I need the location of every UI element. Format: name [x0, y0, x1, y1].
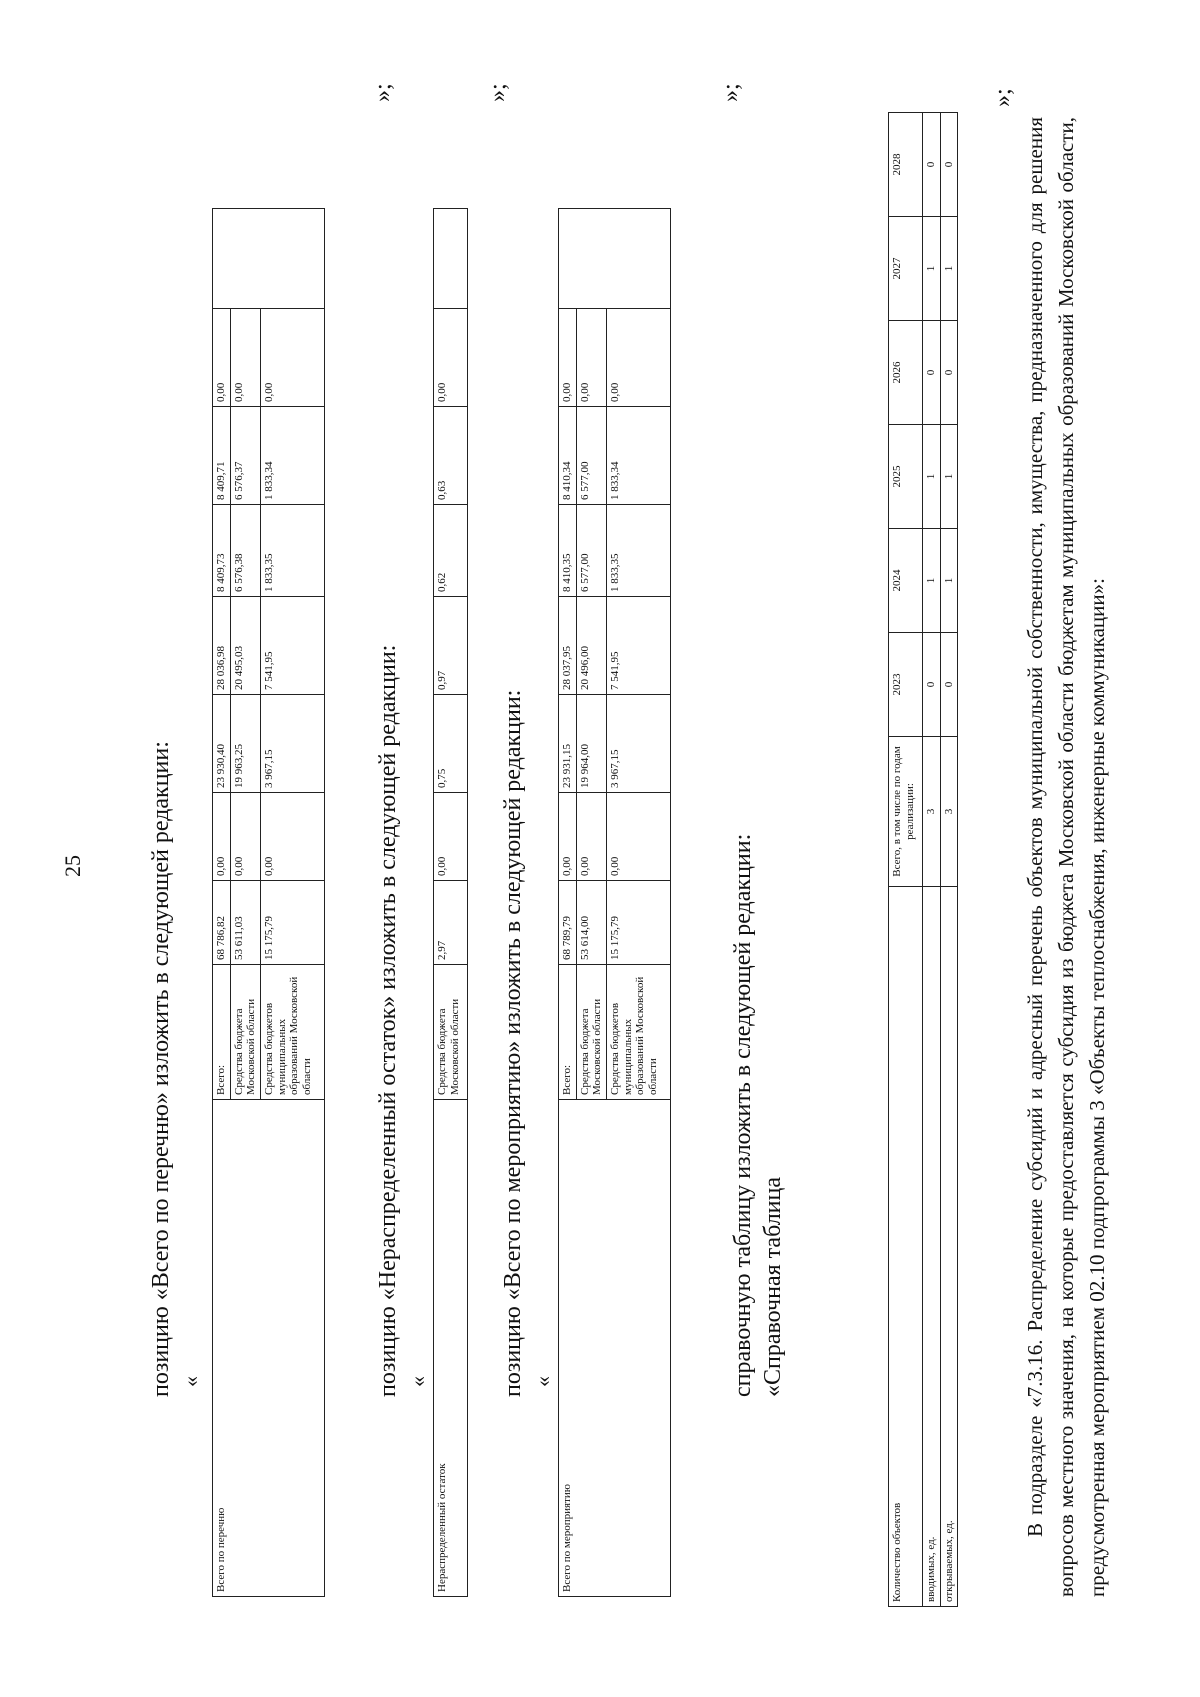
- value-cell: 1 833,34: [606, 407, 670, 505]
- empty-cell: [213, 209, 325, 309]
- value-cell: 23 930,40: [213, 695, 231, 793]
- close-quote: »;: [485, 83, 511, 102]
- value-cell: 0: [940, 321, 958, 425]
- value-cell: 1: [940, 425, 958, 529]
- value-cell: 0: [923, 321, 941, 425]
- value-cell: 1: [923, 425, 941, 529]
- value-cell: 0: [940, 113, 958, 217]
- source-cell: Всего:: [559, 965, 577, 1100]
- header-cell: 2026: [889, 321, 923, 425]
- value-cell: 68 789,79: [559, 881, 577, 965]
- value-cell: 28 036,98: [213, 597, 231, 695]
- value-cell: 0,00: [559, 793, 577, 881]
- value-cell: 0,75: [434, 695, 468, 793]
- close-quote: »;: [370, 83, 396, 102]
- value-cell: 0,62: [434, 505, 468, 597]
- value-cell: 0,00: [559, 309, 577, 407]
- value-cell: 28 037,95: [559, 597, 577, 695]
- source-cell: Всего:: [213, 965, 231, 1100]
- value-cell: 0,00: [606, 309, 670, 407]
- value-cell: 1: [940, 529, 958, 633]
- value-cell: 0,00: [213, 309, 231, 407]
- empty-cell: [434, 209, 468, 309]
- value-cell: 0,00: [576, 793, 606, 881]
- row-label: Всего по перечню: [213, 1100, 325, 1597]
- value-cell: 3 967,15: [606, 695, 670, 793]
- value-cell: 19 964,00: [576, 695, 606, 793]
- table-row: [923, 113, 941, 1607]
- value-cell: 8 410,34: [559, 407, 577, 505]
- value-cell: 0,00: [606, 793, 670, 881]
- value-cell: 8 409,71: [213, 407, 231, 505]
- value-cell: 6 576,38: [230, 505, 260, 597]
- source-cell: Средства бюджетов муниципальных образований Московской области: [260, 965, 324, 1100]
- table-reference: [888, 112, 958, 1607]
- value-cell: 1 833,35: [260, 505, 324, 597]
- source-cell: Средства бюджетов муниципальных образований Московской области: [606, 965, 670, 1100]
- value-cell: 1 833,34: [260, 407, 324, 505]
- reference-table-title: «Справочная таблица: [760, 1176, 786, 1397]
- value-cell: 3: [923, 737, 941, 887]
- header-cell: 2025: [889, 425, 923, 529]
- value-cell: 0: [940, 633, 958, 737]
- table-unallocated: [433, 208, 468, 1597]
- source-cell: Средства бюджета Московской области: [434, 965, 468, 1100]
- row-label: вводимых, ед.: [923, 887, 941, 1607]
- value-cell: 1 833,35: [606, 505, 670, 597]
- value-cell: 0: [923, 113, 941, 217]
- empty-cell: [559, 209, 671, 309]
- value-cell: 3: [940, 737, 958, 887]
- value-cell: 0,00: [576, 309, 606, 407]
- table-row: [940, 113, 958, 1607]
- source-cell: Средства бюджета Московской области: [576, 965, 606, 1100]
- value-cell: 1: [923, 217, 941, 321]
- value-cell: 0,00: [230, 793, 260, 881]
- value-cell: 2,97: [434, 881, 468, 965]
- body-paragraph: [1020, 117, 1113, 1597]
- open-quote: «: [405, 1376, 430, 1387]
- table-row: [889, 113, 923, 1607]
- open-quote: «: [178, 1376, 203, 1387]
- value-cell: 0,00: [213, 793, 231, 881]
- value-cell: 0,00: [260, 793, 324, 881]
- table-row: [559, 209, 577, 1597]
- header-cell: Количество объектов: [889, 887, 923, 1607]
- header-cell: 2028: [889, 113, 923, 217]
- value-cell: 6 577,00: [576, 505, 606, 597]
- paragraph-text: В подразделе «7.3.16. Распределение субсидий и адресный перечень объектов муниципальной собственности, имущества, предназначенного для решения вопросов местного значения, на которые предоставляется субсидия из бюджета Московской области бюджетам муниципальных образований Московской области, предусмотренная мероприятием 02.10 подпрограммы 3 «Объекты теплоснабжения, инженерные коммуникации»:: [1023, 117, 1109, 1597]
- value-cell: 0,00: [434, 309, 468, 407]
- close-quote: »;: [718, 83, 744, 102]
- value-cell: 7 541,95: [260, 597, 324, 695]
- intro-total-measure: позицию «Всего по мероприятию» изложить в следующей редакции:: [500, 689, 526, 1397]
- table-total-list: [212, 208, 325, 1597]
- value-cell: 0,00: [260, 309, 324, 407]
- close-quote: »;: [990, 88, 1016, 107]
- value-cell: 20 496,00: [576, 597, 606, 695]
- value-cell: 0: [923, 633, 941, 737]
- value-cell: 15 175,79: [260, 881, 324, 965]
- table-total-measure: [558, 208, 671, 1597]
- value-cell: 1: [923, 529, 941, 633]
- page-number: 25: [60, 855, 85, 877]
- header-cell: 2027: [889, 217, 923, 321]
- value-cell: 1: [940, 217, 958, 321]
- row-label: открываемых, ед.: [940, 887, 958, 1607]
- value-cell: 6 576,37: [230, 407, 260, 505]
- intro-reference-table: справочную таблицу изложить в следующей редакции:: [730, 833, 756, 1397]
- value-cell: 3 967,15: [260, 695, 324, 793]
- value-cell: 53 611,03: [230, 881, 260, 965]
- intro-total-list: позицию «Всего по перечню» изложить в следующей редакции:: [148, 741, 174, 1397]
- header-cell: 2024: [889, 529, 923, 633]
- value-cell: 23 931,15: [559, 695, 577, 793]
- table-row: [213, 209, 231, 1597]
- header-cell: Всего, в том числе по годам реализации:: [889, 737, 923, 887]
- value-cell: 0,00: [434, 793, 468, 881]
- value-cell: 15 175,79: [606, 881, 670, 965]
- value-cell: 0,63: [434, 407, 468, 505]
- source-cell: Средства бюджета Московской области: [230, 965, 260, 1100]
- intro-unallocated: позицию «Нераспределенный остаток» изложить в следующей редакции:: [375, 644, 401, 1397]
- value-cell: 8 409,73: [213, 505, 231, 597]
- value-cell: 20 495,03: [230, 597, 260, 695]
- value-cell: 68 786,82: [213, 881, 231, 965]
- value-cell: 7 541,95: [606, 597, 670, 695]
- value-cell: 53 614,00: [576, 881, 606, 965]
- header-cell: 2023: [889, 633, 923, 737]
- open-quote: «: [530, 1376, 555, 1387]
- table-row: [434, 209, 468, 1597]
- value-cell: 0,00: [230, 309, 260, 407]
- value-cell: 19 963,25: [230, 695, 260, 793]
- value-cell: 0,97: [434, 597, 468, 695]
- row-label: Всего по мероприятию: [559, 1100, 671, 1597]
- row-label: Нераспределенный остаток: [434, 1100, 468, 1597]
- value-cell: 6 577,00: [576, 407, 606, 505]
- value-cell: 8 410,35: [559, 505, 577, 597]
